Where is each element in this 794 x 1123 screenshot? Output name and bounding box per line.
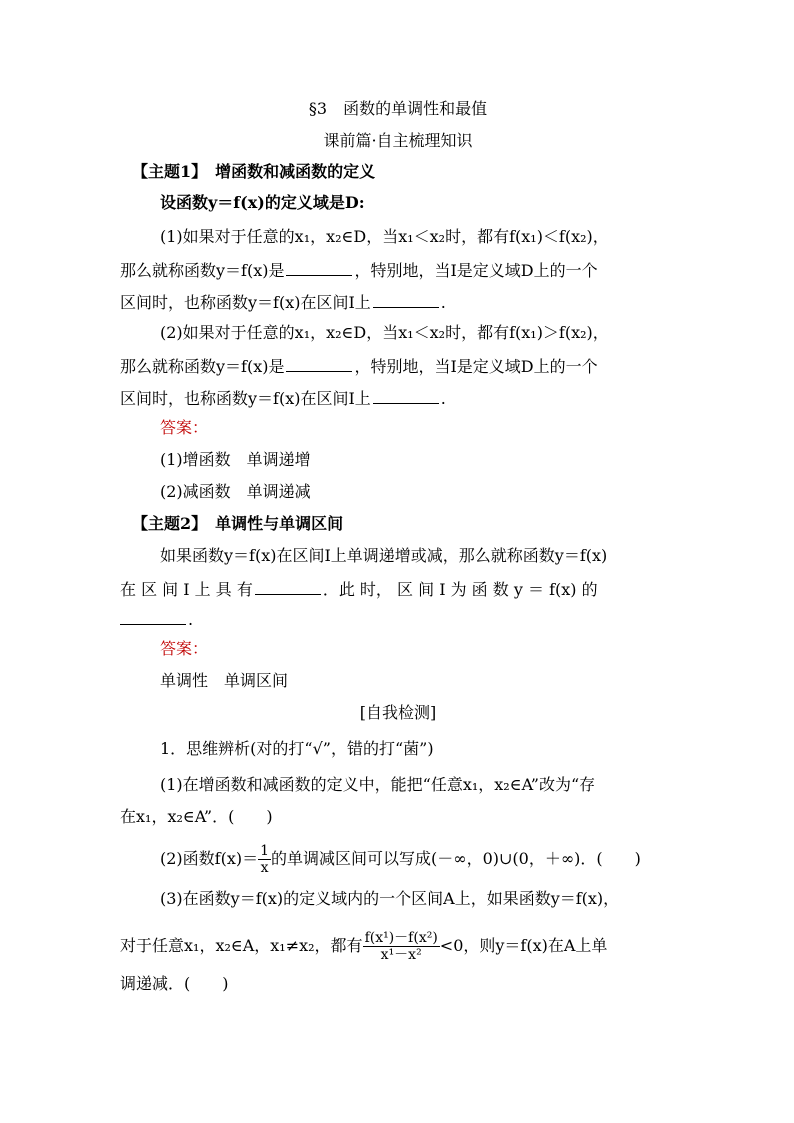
answer-1: (1)增函数 单调递增	[160, 450, 311, 469]
fill-blank[interactable]	[286, 259, 352, 276]
page-title: §3 函数的单调性和最值	[308, 99, 488, 118]
answer-2: (2)减函数 单调递减	[160, 482, 311, 501]
topic1-intro: 设函数y＝f(x)的定义域是D:	[160, 193, 365, 212]
text: 的单调减区间可以写成(－∞，0)∪(0，＋∞)．( )	[271, 849, 641, 868]
topic2-line2	[120, 578, 676, 600]
text: 区间时，也称函数y＝f(x)在区间I上	[120, 293, 371, 312]
text: ．此 时， 区 间 I 为 函 数 y ＝ f(x) 的	[322, 580, 598, 599]
answer-label: 答案：	[160, 418, 209, 437]
text: .	[440, 389, 446, 408]
statement-1-line1: (1)在增函数和减函数的定义中，能把“任意x₁，x₂∈A”改为“存	[160, 775, 596, 794]
fill-blank[interactable]	[120, 608, 186, 625]
topic1-p2-line3	[120, 387, 676, 409]
fraction-numerator: f(x¹)－f(x²)	[364, 930, 438, 946]
topic2-line1: 如果函数y＝f(x)在区间I上单调递增或减，那么就称函数y＝f(x)	[160, 546, 608, 565]
fill-blank[interactable]	[373, 387, 439, 404]
fraction-denominator: x	[260, 860, 269, 876]
fraction-numerator: 1	[260, 843, 270, 859]
fill-blank[interactable]	[373, 291, 439, 308]
text: (2)函数f(x)＝	[160, 849, 259, 868]
topic1-heading: 【主题1】 增函数和减函数的定义	[132, 162, 376, 181]
text: <0，则y＝f(x)在A上单	[439, 936, 608, 955]
text: 区间时，也称函数y＝f(x)在区间I上	[120, 389, 371, 408]
question-1: 1．思维辨析(对的打“√”，错的打“菌”)	[160, 739, 434, 758]
fraction-one-over-x	[258, 843, 271, 876]
answer: 单调性 单调区间	[160, 671, 289, 690]
statement-3-line1: (3)在函数y＝f(x)的定义域内的一个区间A上，如果函数y＝f(x)，	[160, 889, 620, 908]
text: 在 区 间 I 上 具 有	[120, 580, 253, 599]
topic1-p2-line2	[120, 355, 676, 377]
fill-blank[interactable]	[255, 578, 321, 595]
text: ，特别地，当I是定义域D上的一个	[354, 261, 598, 280]
fraction-denominator: x¹－x²	[380, 947, 422, 963]
self-check-heading: [自我检测]	[359, 703, 437, 722]
topic1-p1-line3	[120, 291, 676, 313]
topic1-p1-line1: (1)如果对于任意的x₁，x₂∈D，当x₁＜x₂时，都有f(x₁)＜f(x₂)，	[160, 227, 609, 246]
topic2-line3	[120, 608, 676, 630]
difference-quotient-fraction	[363, 930, 440, 963]
statement-3-line2	[120, 930, 676, 963]
text: ，特别地，当I是定义域D上的一个	[354, 357, 598, 376]
text: 对于任意x₁，x₂∈A，x₁≠x₂，都有	[120, 936, 363, 955]
fill-blank[interactable]	[286, 355, 352, 372]
statement-3-line3: 调递减．( )	[120, 974, 229, 993]
answer-label: 答案：	[160, 639, 209, 658]
statement-2	[160, 843, 716, 876]
topic2-heading: 【主题2】 单调性与单调区间	[132, 514, 344, 533]
text: 那么就称函数y＝f(x)是	[120, 261, 285, 280]
text: 那么就称函数y＝f(x)是	[120, 357, 285, 376]
topic1-p2-line1: (2)如果对于任意的x₁，x₂∈D，当x₁＜x₂时，都有f(x₁)＞f(x₂)，	[160, 323, 609, 342]
text: .	[188, 610, 194, 629]
section-subtitle: 课前篇·自主梳理知识	[323, 131, 473, 150]
statement-1-line2: 在x₁，x₂∈A”．( )	[120, 807, 273, 826]
topic1-p1-line2	[120, 259, 676, 281]
text: .	[440, 293, 446, 312]
